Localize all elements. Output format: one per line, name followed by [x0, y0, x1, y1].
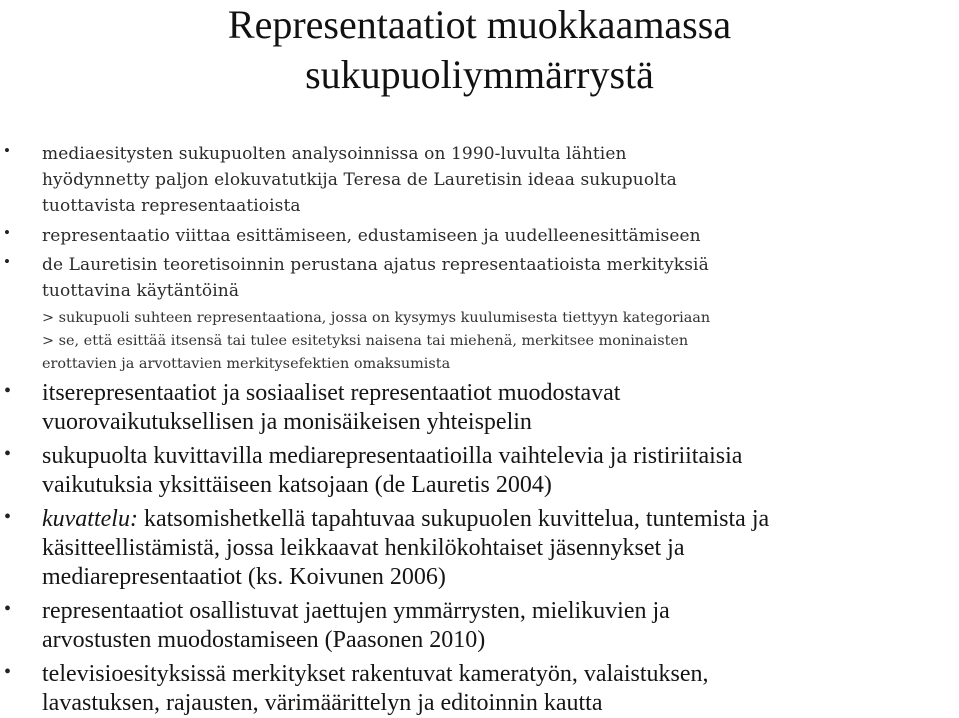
text-line: tuottavista representaatioista: [42, 196, 301, 216]
list-item-text: [42, 141, 956, 219]
list-item-text: [42, 442, 956, 500]
text-fragment: katsomishetkellä tapahtuvaa sukupuolen kuvittelua, tuntemista ja: [137, 506, 770, 532]
text-line: vaikutuksia yksittäiseen katsojaan (de Lauretis 2004): [42, 472, 552, 498]
text-line: representaatio viittaa esittämiseen, edustamiseen ja uudelleenesittämiseen: [42, 226, 701, 246]
slide-title-line: sukupuoliymmärrystä: [305, 52, 654, 97]
list-item-text: [42, 660, 956, 718]
text-line: vuorovaikutuksellisen ja monisäikeisen yhteispelin: [42, 409, 532, 435]
sub-item-text: [42, 330, 956, 376]
list-item: [4, 597, 956, 655]
bullet-icon: •: [4, 223, 10, 242]
slide-title: [0, 0, 959, 100]
list-item-text: [42, 223, 956, 249]
bullet-icon: •: [4, 661, 12, 683]
text-line: [42, 505, 956, 534]
bullet-icon: •: [4, 598, 12, 620]
sub-list-item: [4, 307, 956, 330]
sub-item-text: [42, 307, 956, 330]
text-line: erottavien ja arvottavien merkitysefektien omaksumista: [42, 356, 451, 372]
text-line: itserepresentaatiot ja sosiaaliset representaatiot muodostavat: [42, 380, 621, 406]
text-line: lavastuksen, rajausten, värimäärittelyn ja editoinnin kautta: [42, 690, 603, 716]
term-label: kuvattelu:: [42, 506, 138, 532]
list-item-text: [42, 597, 956, 655]
list-item: [4, 505, 956, 592]
text-line: mediaesitysten sukupuolten analysoinnissa on 1990-luvulta lähtien: [42, 144, 627, 164]
list-item-text: [42, 252, 956, 304]
text-line: hyödynnetty paljon elokuvatutkija Teresa de Lauretisin ideaa sukupuolta: [42, 170, 677, 190]
list-item: [4, 252, 956, 304]
slide-title-line: Representaatiot muokkaamassa: [227, 2, 732, 47]
list-item-text: [42, 379, 956, 437]
text-line: televisioesityksissä merkitykset rakentuvat kameratyön, valaistuksen,: [42, 661, 709, 687]
list-item: [4, 660, 956, 718]
bullet-list: [4, 141, 956, 718]
list-item-text: [42, 505, 956, 592]
list-item: [4, 379, 956, 437]
sub-list-item: [4, 330, 956, 376]
text-line: tuottavina käytäntöinä: [42, 281, 240, 301]
bullet-icon: •: [4, 252, 10, 271]
text-line: representaatiot osallistuvat jaettujen ymmärrysten, mielikuvien ja: [42, 598, 670, 624]
bullet-icon: •: [4, 380, 12, 402]
text-line: sukupuolta kuvittavilla mediarepresentaatioilla vaihtelevia ja ristiriitaisia: [42, 443, 743, 469]
text-line: de Lauretisin teoretisoinnin perustana ajatus representaatioista merkityksiä: [42, 255, 709, 275]
bullet-icon: •: [4, 443, 12, 465]
list-item: [4, 141, 956, 219]
list-item: [4, 442, 956, 500]
text-line: käsitteellistämistä, jossa leikkaavat henkilökohtaiset jäsennykset ja: [42, 535, 685, 561]
text-line: > se, että esittää itsensä tai tulee esitetyksi naisena tai miehenä, merkitsee moninaisten: [42, 333, 689, 349]
text-line: arvostusten muodostamiseen (Paasonen 2010): [42, 627, 486, 653]
text-line: mediarepresentaatiot (ks. Koivunen 2006): [42, 564, 446, 590]
list-item: [4, 223, 956, 249]
bullet-icon: •: [4, 141, 10, 160]
text-line: > sukupuoli suhteen representaationa, jossa on kysymys kuulumisesta tiettyyn kategoriaan: [42, 310, 711, 326]
bullet-icon: •: [4, 506, 12, 528]
